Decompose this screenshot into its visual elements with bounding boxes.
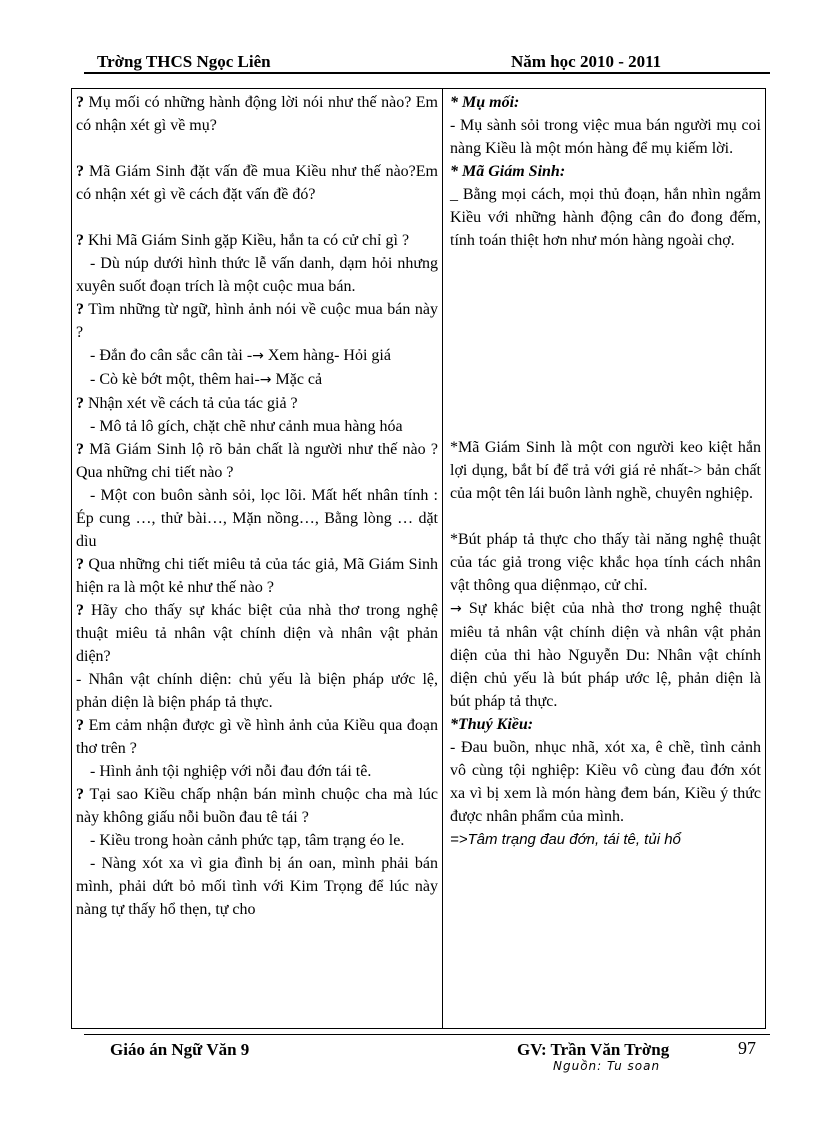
question-8: ? Hãy cho thấy sự khác biệt của nhà thơ trong nghệ thuật miêu tả nhân vật chính diện và nhân vật phản diện? — [76, 602, 439, 665]
answer-5: - Mô tả lô gích, chặt chẽ như cảnh mua hàng hóa — [90, 418, 403, 435]
header-school-year: Năm học 2010 - 2011 — [511, 52, 662, 71]
section-heading-thuy-kieu: *Thuý Kiều: — [450, 716, 534, 733]
footer-subject: Giáo án Ngữ Văn 9 — [110, 1040, 250, 1059]
header-rule — [84, 72, 770, 74]
paragraph-thuy-kieu: - Đau buồn, nhục nhã, xót xa, ê chề, tình cảnh vô cùng tội nghiệp: Kiều vô cùng đau đớn xót xa vì bị xem là món hàng đem bán, Kiều ý thức được nhân phẩm của mình. — [450, 739, 761, 825]
column-divider — [442, 88, 443, 1029]
footer-teacher: GV: Trần Văn Trờng — [517, 1040, 670, 1059]
answer-3: - Dù núp dưới hình thức lễ vấn danh, dạm hỏi nhưng xuyên suốt đoạn trích là một cuộc mua bán. — [76, 255, 438, 295]
page-number: 97 — [738, 1038, 756, 1058]
questions-column — [76, 91, 438, 921]
header-school: Trờng THCS Ngọc Liên — [97, 52, 271, 71]
paragraph-mu-moi: - Mụ sành sỏi trong việc mua bán người mụ coi nàng Kiều là một món hàng để mụ kiếm lời. — [450, 117, 761, 157]
footer-source: Nguồn: Tu soan — [553, 1059, 661, 1073]
paragraph-ma-giam-sinh: _ Bằng mọi cách, mọi thủ đoạn, hắn nhìn ngắm Kiều với những hành động cân đo đong đếm, tính toán thiệt hơn như món hàng ngoài chợ. — [450, 186, 761, 249]
question-9: ? Em cảm nhận được gì về hình ảnh của Kiều qua đoạn thơ trên ? — [76, 717, 439, 757]
paragraph-tam-trang: =>Tâm trạng đau đớn, tái tê, tủi hổ — [450, 831, 681, 848]
question-5: ? Nhận xét về cách tả của tác giả ? — [76, 395, 298, 412]
answer-6: - Một con buôn sành sỏi, lọc lõi. Mất hết nhân tính : Ép cung …, thử bài…, Mặn nồng…, Bằng lòng … dặt dìu — [76, 487, 438, 550]
arrow-icon: → — [450, 601, 462, 617]
answer-4b: - Cò kè bớt một, thêm hai-→ Mặc cả — [90, 371, 323, 388]
arrow-icon: → — [259, 372, 272, 388]
answer-9: - Hình ảnh tội nghiệp với nỗi đau đớn tái tê. — [90, 763, 372, 780]
question-7: ? Qua những chi tiết miêu tả của tác giả, Mã Giám Sinh hiện ra là một kẻ như thế nào ? — [76, 556, 439, 596]
paragraph-khac-biet: → Sự khác biệt của nhà thơ trong nghệ thuật miêu tả nhân vật chính diện và nhân vật phản diện của thi hào Nguyễn Du: Nhân vật chính diện chủ yếu là bút pháp ước lệ, phản diện là bút pháp tả thực. — [450, 600, 761, 710]
question-3: ? Khi Mã Giám Sinh gặp Kiều, hắn ta có cử chỉ gì ? — [76, 232, 410, 249]
answers-column — [450, 91, 761, 851]
answer-10a: - Kiều trong hoàn cảnh phức tạp, tâm trạng éo le. — [90, 832, 405, 849]
footer-rule — [84, 1034, 770, 1035]
question-2: ? Mã Giám Sinh đặt vấn đề mua Kiều như thế nào?Em có nhận xét gì về cách đặt vấn đề đó? — [76, 163, 439, 203]
paragraph-ban-chat: *Mã Giám Sinh là một con người keo kiệt hắn lợi dụng, bắt bí để trả với giá rẻ nhất-> bản chất của một tên lái buôn lành nghề, chuyên nghiệp. — [450, 439, 761, 502]
answer-4a: - Đắn đo cân sắc cân tài -→ Xem hàng- Hỏi giá — [90, 347, 391, 364]
question-10: ? Tại sao Kiều chấp nhận bán mình chuộc cha mà lúc này không giấu nỗi buồn đau tê tái ? — [76, 786, 439, 826]
paragraph-but-phap: *Bút pháp tả thực cho thấy tài năng nghệ thuật của tác giả trong việc khắc họa tính cách nhân vật thông qua diệnmạo, cử chỉ. — [450, 531, 761, 594]
question-1: ? Mụ mối có những hành động lời nói như thế nào? Em có nhận xét gì về mụ? — [76, 94, 438, 134]
arrow-icon: → — [252, 348, 264, 364]
answer-8: - Nhân vật chính diện: chủ yếu là biện pháp ước lệ, phản diện là biện pháp tả thực. — [76, 671, 438, 711]
answer-10b: - Nàng xót xa vì gia đình bị án oan, mình phải bán mình, phải dứt bỏ mối tình với Kim Trọng để lúc này nàng tự thấy hổ thẹn, tự cho — [76, 855, 438, 918]
question-6: ? Mã Giám Sinh lộ rõ bản chất là người như thế nào ? Qua những chi tiết nào ? — [76, 441, 439, 481]
question-4: ? Tìm những từ ngữ, hình ảnh nói về cuộc mua bán này ? — [76, 301, 439, 341]
section-heading-ma-giam-sinh: * Mã Giám Sinh: — [450, 163, 566, 180]
section-heading-mu-moi: * Mụ mối: — [450, 94, 520, 111]
